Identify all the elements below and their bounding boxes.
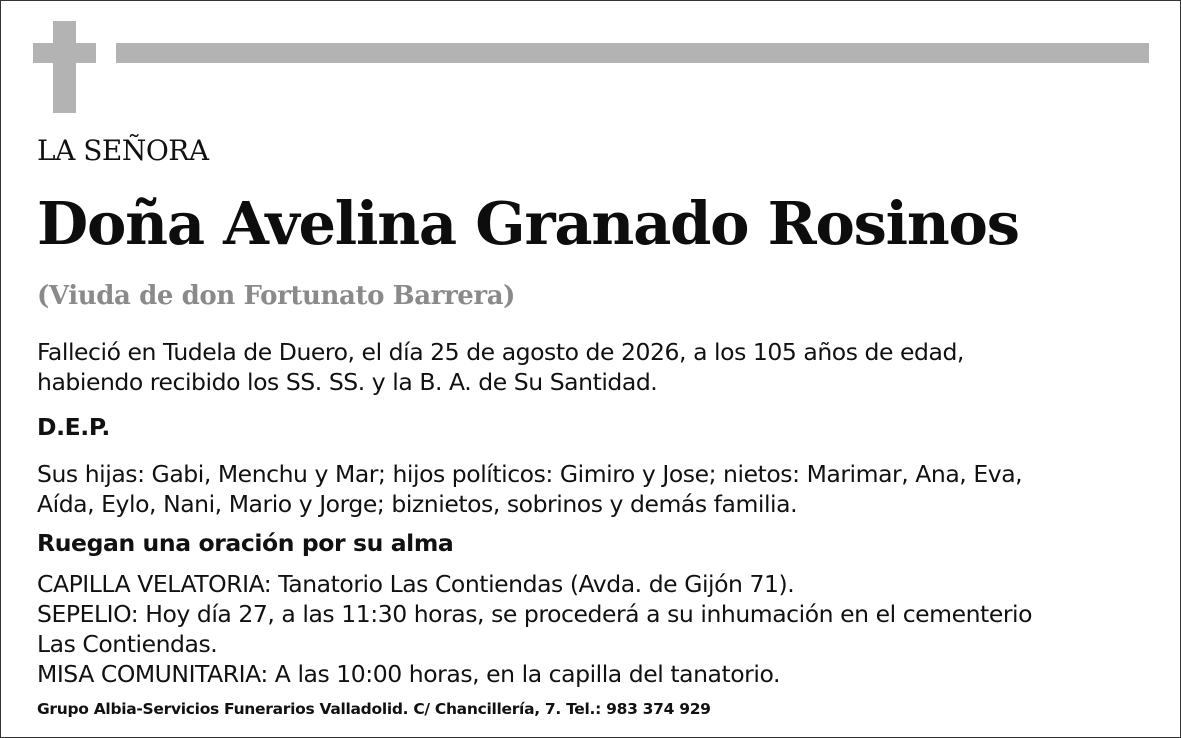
service-line: CAPILLA VELATORIA: Tanatorio Las Contiendas (Avda. de Gijón 71).	[37, 570, 795, 598]
service-line: MISA COMUNITARIA: A las 10:00 horas, en la capilla del tanatorio.	[37, 660, 780, 688]
honorific: LA SEÑORA	[37, 134, 209, 167]
service-line: Las Contiendas.	[37, 630, 218, 658]
header-rule	[116, 43, 1149, 63]
service-details	[37, 569, 1032, 689]
funeral-home-footer: Grupo Albia-Servicios Funerarios Valladolid. C/ Chancillería, 7. Tel.: 983 374 929	[37, 700, 711, 718]
death-notice-line: habiendo recibido los SS. SS. y la B. A. de Su Santidad.	[37, 368, 658, 396]
death-notice	[37, 337, 964, 397]
service-line: SEPELIO: Hoy día 27, a las 11:30 horas, se procederá a su inhumación en el cementerio	[37, 600, 1033, 628]
death-notice-line: Falleció en Tudela de Duero, el día 25 de agosto de 2026, a los 105 años de edad,	[37, 338, 964, 366]
cross-icon-vertical	[53, 21, 76, 113]
prayer-request: Ruegan una oración por su alma	[37, 529, 454, 557]
family-list	[37, 459, 1022, 519]
cross-icon-horizontal	[33, 43, 96, 63]
deceased-name: Doña Avelina Granado Rosinos	[37, 189, 1019, 258]
family-line: Sus hijas: Gabi, Menchu y Mar; hijos políticos: Gimiro y Jose; nietos: Marimar, Ana, Eva,	[37, 460, 1023, 488]
widow-note: (Viuda de don Fortunato Barrera)	[37, 281, 516, 311]
family-line: Aída, Eylo, Nani, Mario y Jorge; biznietos, sobrinos y demás familia.	[37, 490, 798, 518]
rip-label: D.E.P.	[37, 413, 110, 441]
